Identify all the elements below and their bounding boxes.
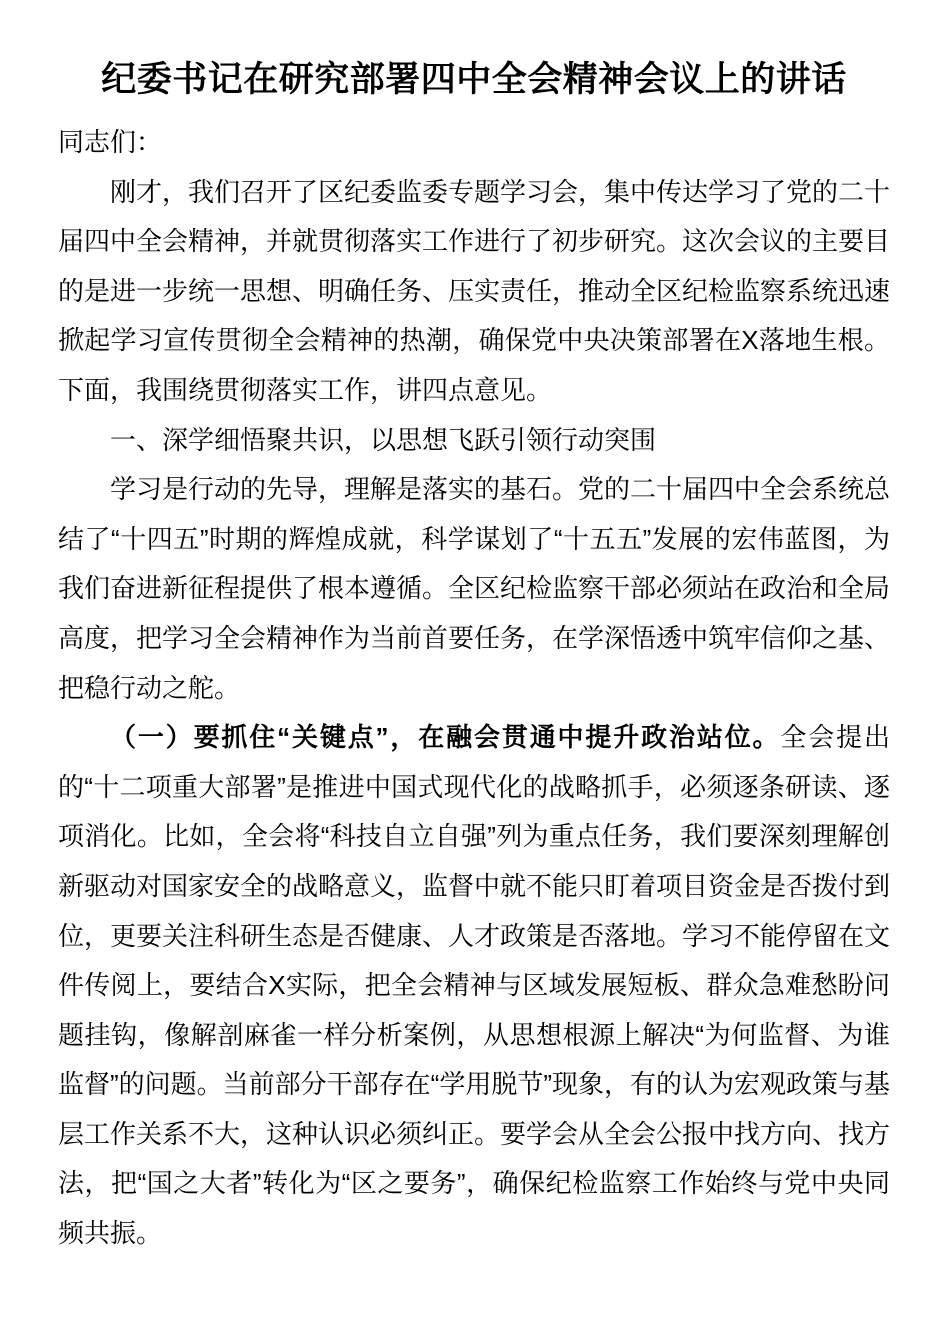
item-1-bold-lead: （一）要抓住“关键点”，在融会贯通中提升政治站位。: [110, 722, 781, 753]
intro-paragraph: 刚才，我们召开了区纪委监委专题学习会，集中传达学习了党的二十届四中全会精神，并就贯彻落实工作进行了初步研究。这次会议的主要目的是进一步统一思想、明确任务、压实责任，推动全区纪检监察系统迅速掀起学习宣传贯彻全会精神的热潮，确保党中央决策部署在X落地生根。下面，我围绕贯彻落实工作，讲四点意见。: [58, 176, 891, 405]
section-1-heading: 一、深学细悟聚共识，以思想飞跃引领行动突围: [110, 424, 657, 455]
salutation-line: 同志们：: [58, 127, 163, 157]
document-title: 纪委书记在研究部署四中全会精神会议上的讲话: [101, 60, 847, 99]
section-1-item-1-paragraph: [58, 713, 890, 1259]
section-1-paragraph: 学习是行动的先导，理解是落实的基石。党的二十届四中全会系统总结了“十四五”时期的辉煌成就，科学谋划了“十五五”发展的宏伟蓝图，为我们奋进新征程提供了根本遵循。全区纪检监察干部必须站在政治和全局高度，把学习全会精神作为当前首要任务，在学深悟透中筑牢信仰之基、把稳行动之舵。: [58, 474, 891, 703]
item-1-body-text: 全会提出的“十二项重大部署”是推进中国式现代化的战略抓手，必须逐条研读、逐项消化。比如，全会将“科技自立自强”列为重点任务，我们要深刻理解创新驱动对国家安全的战略意义，监督中就不能只盯着项目资金是否拨付到位，更要关注科研生态是否健康、人才政策是否落地。学习不能停留在文件传阅上，要结合X实际，把全会精神与区域发展短板、群众急难愁盼问题挂钩，像解剖麻雀一样分析案例，从思想根源上解决“为何监督、为谁监督”的问题。当前部分干部存在“学用脱节”现象，有的认为宏观政策与基层工作关系不大，这种认识必须纠正。要学会从全会公报中找方向、找方法，把“国之大者”转化为“区之要务”，确保纪检监察工作始终与党中央同频共振。: [58, 722, 891, 1249]
